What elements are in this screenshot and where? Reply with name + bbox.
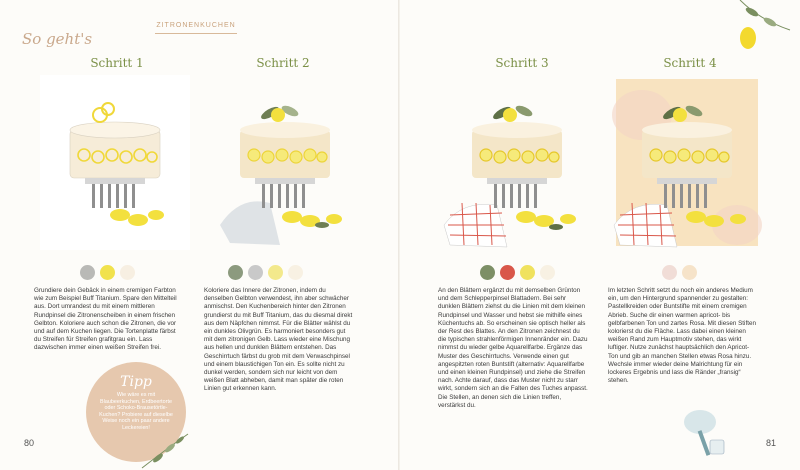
page-number-left: 80: [24, 438, 35, 448]
step-2-title: Schritt 2: [256, 56, 310, 70]
step-2-illustration: [210, 75, 360, 250]
color-swatch: [520, 265, 535, 280]
step-4-text: Im letzten Schritt setzt du noch ein anderes Medium ein, um den Hintergrund spannender zu gestalten: Pastellkreiden oder Buntstifte mit einem cremigen Abrieb. Suche dir einen warmen apricot- bis gelbfarbenen Ton und zartes Rosa. Mit diesen Stiften kolorierst du die Fläche. Lass dabei einen kleinen weißen Rand zum Hauptmotiv stehen, das wirkt luftiger. Nutze zunächst hauptsächlich den Apricot-Ton und gib an manchen Stellen etwas Rosa hinzu. Wechsle immer wieder deine Malrichtung für ein lockeres Ergebnis und lass die Ränder „fransig“ stehen.: [608, 287, 756, 385]
color-swatch: [120, 265, 135, 280]
step-4-swatches: [662, 265, 697, 280]
step-3-text: An den Blättern ergänzt du mit demselben Grünton und dem Schlepperpinsel Blattadern. Bei sehr dunklen Blättern ziehst du die Linien mit dem kleinen Rundpinsel und Wasser und hebst sie mithilfe eines Küchentuchs ab. So erscheinen sie optisch heller als der Rest des Blattes. An den Zitronen zeichnest du die typischen strahlenförmigen Innenränder ein. Dazu nimmst du wieder gelbe Aquarellfarbe. Ergänze das Muster des Geschirrtuchs. Verwende einen gut angespitzten roten Buntstift (alternativ: Aquarellfarbe und einen kleinen Rundpinsel) und ziehe die Streifen nach. Achte darauf, dass das Muster nicht zu starr wirkt, sondern sich an die Falten des Tuches anpasst. Die Stellen, an denen sich die Linien treffen, verstärkst du.: [438, 287, 588, 409]
lemon-branch-icon: [730, 0, 800, 60]
color-swatch: [100, 265, 115, 280]
step-1-text: Grundiere dein Gebäck in einem cremigen Farbton wie zum Beispiel Buff Titanium. Spare den Mittelteil aus. Dort umrandest du mit einem mittleren Rundpinsel die Zitronenscheiben in einem frischen Gelbton. Koloriere auch schon die Zitronen, die vor und auf dem Kuchen liegen. Die Tortenplatte färbst du Streifen für Streifen grafitgrau ein. Lass dazwischen immer einen weißen Streifen frei.: [34, 287, 177, 352]
color-swatch: [80, 265, 95, 280]
step-3-swatches: [480, 265, 555, 280]
right-page: [400, 0, 800, 470]
step-4-illustration: [612, 75, 762, 250]
tip-title: Tipp: [120, 374, 152, 390]
step-2-text: Koloriere das Innere der Zitronen, indem du denselben Gelbton verwendest, ihn aber schwächer anmischst. Den Kuchenbereich hinter den Zitronen grundierst du mit Buff Titanium, das du diesmal direkt aus dem Näpfchen nimmst. Für die Blätter wählst du ein dunkles Olivgrün. Es harmoniert besonders gut mit dem zitronigen Gelb. Lass wieder eine Mischung aus hellen und dunklen Blättern entstehen. Das Geschirrtuch färbst du grob mit dem Verwaschpinsel und einem blaustichigen Ton ein. Es sollte nicht zu dunkel werden, sondern sich nur leicht von dem weißen Blatt abheben, damit man später die roten Linien gut erkennen kann.: [204, 287, 353, 393]
color-swatch: [268, 265, 283, 280]
color-swatch: [228, 265, 243, 280]
color-swatch: [540, 265, 555, 280]
step-2-swatches: [228, 265, 303, 280]
color-swatch: [480, 265, 495, 280]
color-swatch: [662, 265, 677, 280]
step-3-title: Schritt 3: [495, 56, 549, 70]
color-swatch: [682, 265, 697, 280]
chapter-label: ZITRONENKUCHEN: [156, 22, 236, 29]
step-1-swatches: [80, 265, 135, 280]
leaf-sprig-icon: [140, 430, 190, 470]
section-label: So geht's: [22, 30, 93, 48]
step-3-illustration: [442, 75, 592, 250]
step-1-illustration: [40, 75, 190, 250]
brush-splash-icon: [680, 400, 740, 460]
color-swatch: [500, 265, 515, 280]
step-4-title: Schritt 4: [663, 56, 717, 70]
color-swatch: [248, 265, 263, 280]
tip-text: Wie wäre es mit Blaubeerkuchen, Erdbeertorte oder Schoko-Brausetörtle-Kuchen? Probiere auf dieselbe Weise noch ein paar andere Leckereien!: [99, 392, 173, 431]
color-swatch: [288, 265, 303, 280]
chapter-underline: [155, 33, 237, 34]
page-number-right: 81: [766, 438, 777, 448]
step-1-title: Schritt 1: [90, 56, 144, 70]
